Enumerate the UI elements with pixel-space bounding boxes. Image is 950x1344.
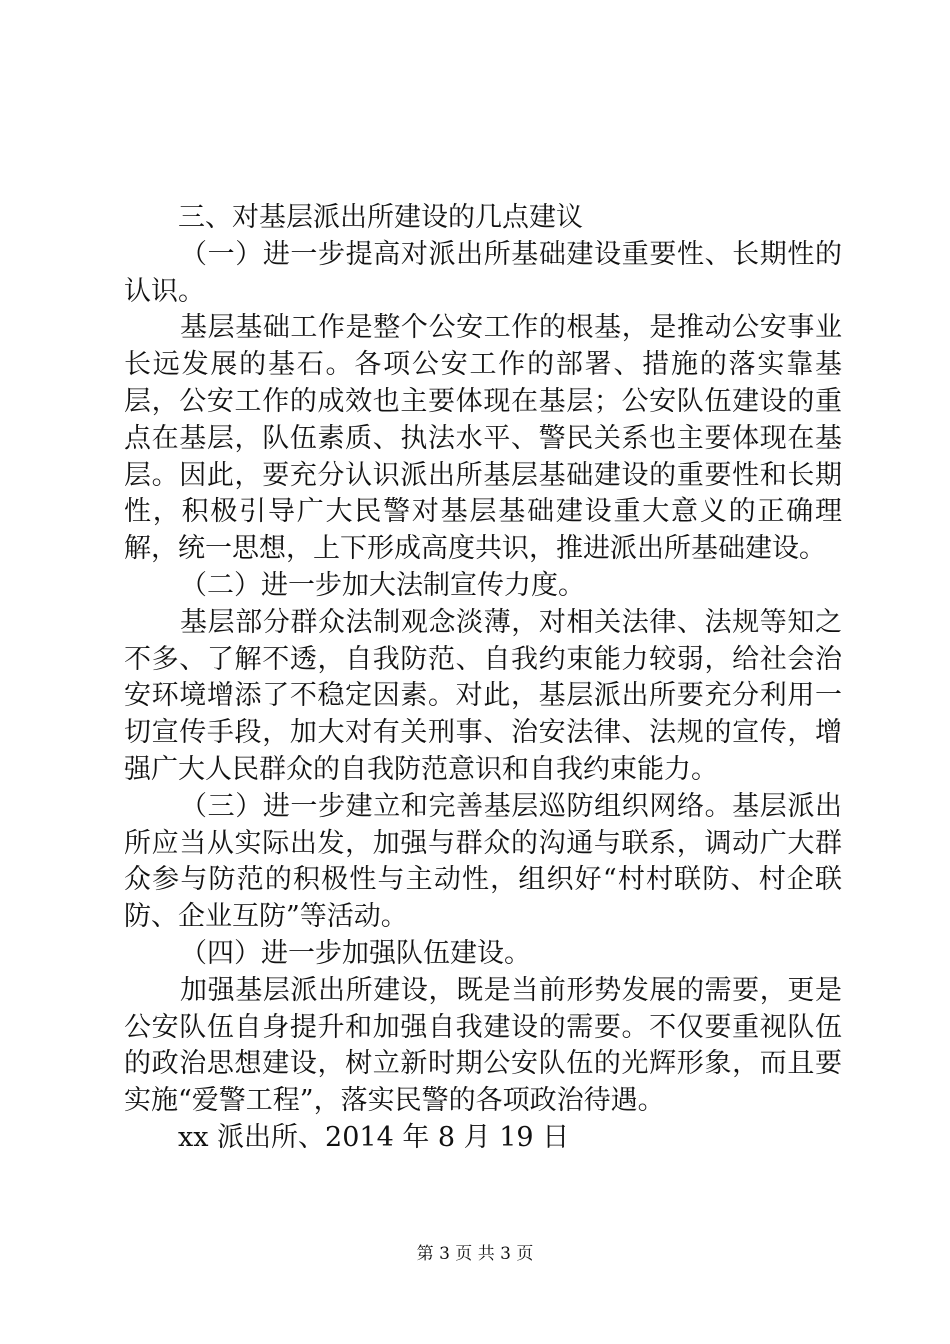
- signature-line: xx 派出所、2014 年 8 月 19 日: [178, 1121, 570, 1153]
- subheading-one: （一）进一步提高对派出所基础建设重要性、长期性的认识。: [124, 238, 842, 307]
- document-body: [124, 200, 842, 1157]
- body-paragraph: 基层部分群众法制观念淡薄，对相关法律、法规等知之不多、了解不透，自我防范、自我约束能力较弱，给社会治安环境增添了不稳定因素。对此，基层派出所要充分利用一切宣传手段，加大对有关刑事、治安法律、法规的宣传，增强广大人民群众的自我防范意识和自我约束能力。: [124, 606, 842, 785]
- section-heading: 三、对基层派出所建设的几点建议: [178, 202, 583, 233]
- subheading-two: （二）进一步加大法制宣传力度。: [180, 569, 585, 601]
- subheading-four: （四）进一步加强队伍建设。: [180, 937, 531, 969]
- body-paragraph: 基层基础工作是整个公安工作的根基，是推动公安事业长远发展的基石。各项公安工作的部署、措施的落实靠基层，公安工作的成效也主要体现在基层；公安队伍建设的重点在基层，队伍素质、执法水平、警民关系也主要体现在基层。因此，要充分认识派出所基层基础建设的重要性和长期性，积极引导广大民警对基层基础建设重大意义的正确理解，统一思想，上下形成高度共识，推进派出所基础建设。: [124, 312, 842, 565]
- body-paragraph: 加强基层派出所建设，既是当前形势发展的需要，更是公安队伍自身提升和加强自我建设的需要。不仅要重视队伍的政治思想建设，树立新时期公安队伍的光辉形象，而且要实施“爱警工程”，落实民警的各项政治待遇。: [124, 974, 842, 1117]
- subheading-three: （三）进一步建立和完善基层巡防组织网络。基层派出所应当从实际出发，加强与群众的沟通与联系，调动广大群众参与防范的积极性与主动性，组织好“村村联防、村企联防、企业互防”等活动。: [124, 790, 842, 933]
- page-footer: 第 3 页 共 3 页: [416, 1244, 534, 1264]
